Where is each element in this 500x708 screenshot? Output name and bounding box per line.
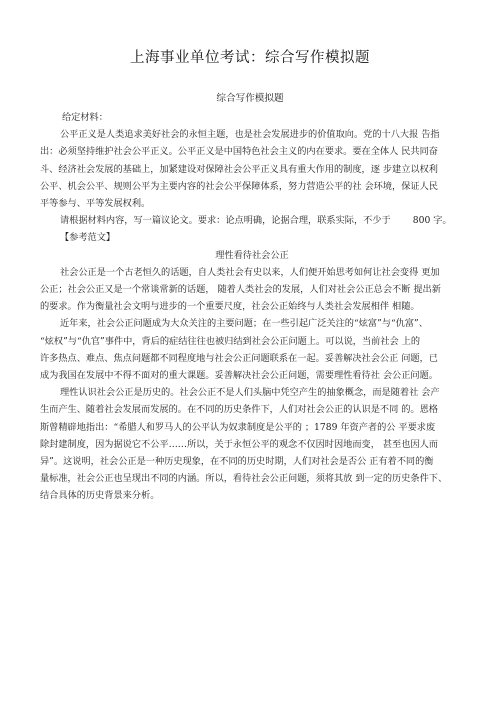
essay-line: 公正；社会公正又是一个常谈常新的话题， 随着人类社会的发展，人们对社会公正总会不断 提出新 [40,284,441,296]
essay-line: 社会公正是一个古老恒久的话题，自人类社会有史以来，人们便开始思考如何让社会变得 更加 [60,266,440,278]
essay-line: 理性认识社会公正是历史的。社会公正不是人们头脑中凭空产生的抽象概念，而是随着社 会产 [60,387,440,399]
reference-label: 【参考范文】 [60,232,116,244]
essay-line: “炫权”与“仇官”事件中，背后的症结往往也被归结到社会公正问题上。可以说，当前社会 上的 [40,335,421,347]
essay-line: 成为我国在发展中不得不面对的重大课题。妥善解决社会公正问题，需要理性看待社 会公正问题。 [40,370,438,382]
essay-paragraph-2 [40,315,464,384]
material-line: 平等参与、平等发展权利。 [40,198,151,210]
writing-requirement [40,212,464,229]
material-line: 公平、机会公平、规则公平为主要内容的社会公平保障体系，努力营造公平的社 会环境，保证人民 [40,180,438,192]
essay-paragraph-3 [40,384,464,504]
material-paragraph [40,126,464,212]
essay-line: 许多热点、难点、焦点问题都不同程度地与社会公正问题联系在一起。妥善解决社会公正 问题，已 [40,352,438,364]
material-line: 出：必须坚持维护社会公平正义。公平正义是中国特色社会主义的内在要求。要在全体人 民共同奋 [40,146,438,158]
essay-line: 异”。这说明，社会公正是一种历史现象，在不同的历史时期，人们对社会是否公 正有着不同的衡 [40,456,434,468]
material-label: 给定材料： [62,112,108,123]
material-line: 公平正义是人类追求美好社会的永恒主题，也是社会发展进步的价值取向。党的十八大报 告指 [60,129,440,141]
essay-line: 除封建制度，因为据说它不公平……所以，关于永恒公平的观念不仅因时因地而变， 甚至也因人而 [40,438,438,450]
requirement-text: 请根据材料内容，写一篇议论文。要求：论点明确，论据合理，联系实际，不少于 [60,215,391,227]
essay-line: 量标准，社会公正也呈现出不同的内涵。所以，看待社会公正问题，须将其放 到一定的历史条件下、 [40,473,448,485]
essay-title: 理性看待社会公正 [215,249,289,261]
requirement-word-count: 800 字。 [412,215,452,227]
essay-line: 的要求。作为衡量社会文明与进步的一个重要尺度，社会公正始终与人类社会发展相伴 相随。 [40,301,420,313]
essay-line: 近年来，社会公正问题成为大众关注的主要问题；在一些引起广泛关注的“炫富”与“仇富”、 [60,318,428,330]
material-line: 斗、经济社会发展的基础上，加紧建设对保障社会公平正义具有重大作用的制度，逐 步建立以权利 [40,163,438,175]
essay-line: 斯曾精辟地指出：“希腊人和罗马人的公平认为奴隶制度是公平的 ；1789 年资产者的公 平要求废 [40,421,436,433]
essay-line: 结合具体的历史背景来分析。 [40,490,160,502]
document-title: 上海事业单位考试：综合写作模拟题 [130,50,370,66]
essay-paragraph-1 [40,264,464,316]
essay-line: 生而产生、随着社会发展而发展的。在不同的历史条件下，人们对社会公正的认识是不同 的。恩格 [40,404,438,416]
document-body [40,109,464,505]
document-subtitle: 综合写作模拟题 [216,93,284,104]
